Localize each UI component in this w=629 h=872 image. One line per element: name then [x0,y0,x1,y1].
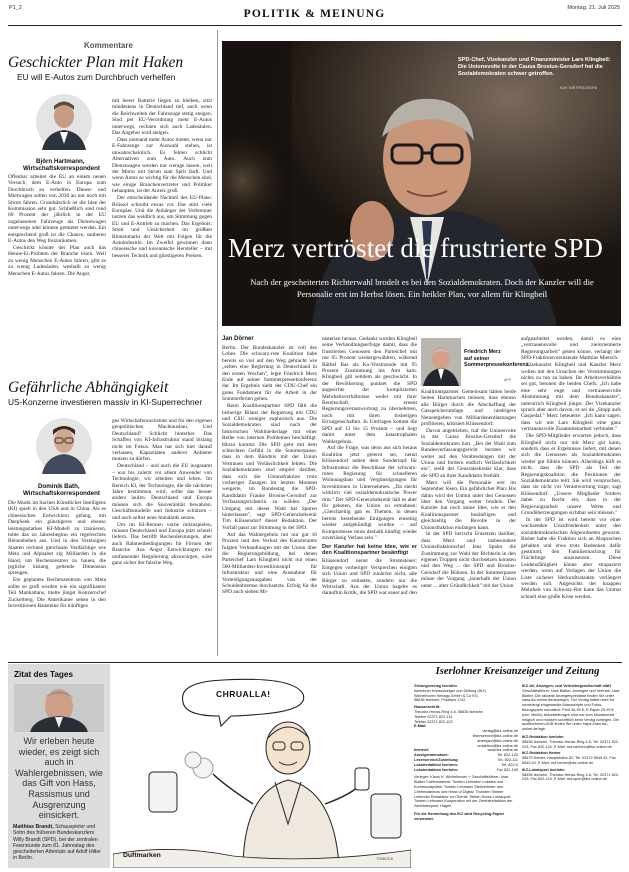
imprint-block-head: IKZ-Lokalsport Iserlohn [522,767,565,772]
article1-col2 [112,98,212,370]
paragraph: Beim Koalitionspartner SPD fällt die bisherige Bilanz der Regierung mit CDU und CSU weniger euphorisch aus. Die Sozialdemokraten sind nach der historischen Wahlniederlage mit einer Reihe von internen Problemen beschäftigt. Hinzu kommt: Die SPD geht mit dem schlechten Gefühl in die Sommerpause, dass in dem Bündnis mit der Union Vertrauen und Verlässlichkeit fehlen. Die Sozialdemokraten sind empört darüber, dass sich die Unionsfraktion trotz vorheriger Zusagen im letzten Moment weigerte, im Bundestag die SPD-Kandidatin Frauke Brosius-Gersdorf zur Verfassungsrichterin zu wählen. „Der Umgang mit dieser Wahl hat Spuren hinterlassen", sagt SPD-Generalsekretär Tim Klüssendorf dieser Redaktion. Der Vorfall passt zur Stimmung in der SPD. [222,403,317,531]
imprint [414,664,621,868]
imprint-email: redaktion@ikz-online.de [477,743,518,748]
imprint-paper-note: Für die Herstellung des IKZ wird Recycling-Papier verwendet. [414,811,505,821]
imprint-line: Hausanschrift: [414,705,441,710]
paragraph: Vizekanzler Klingbeil und Kanzler Merz wollen mit den Ursachen der Verstimmungen nichts zu tun zu haben. Ihr Arbeitsverhältnis sei gut, betonen die beiden Chefs. „Ich habe eine sehr enge und vertrauensvolle Abstimmung mit dem Bundeskanzler", unterstrich Klingbeil jüngst. Der Vizekanzler sprach aber auch davon, er sei da „Stopp aufs Gaspedal." Merz beteuerte: „Ich kann sagen, dass wir mit Lars Klingbeil eine ganz vertrauensvolle Zusammenarbeit verbindet." [521,362,621,433]
imprint-right-head: IKZ-AV, Anzeigen- und Vertriebsgesellschaft mbH [522,684,611,688]
lead-col1 [222,345,317,656]
imprint-email: verlag@ikz-online.de [482,729,518,734]
paragraph: aufgearbeitet werden, damit es eine „vertrauensvolle und zielorientierte Regierungsarbeit" geben könne, verlangt der SPD-Fraktionsvorsitzende Matthias Miersch. [521,336,621,362]
imprint-line: E-Mail: [414,724,427,729]
photo-credit: KAY NIETFELD/DPA [560,85,598,90]
issue-date: Montag, 21. Juli 2025 [567,5,620,11]
quote-box [8,664,110,868]
article2-col2 [112,418,212,656]
brandt-portrait-icon [14,684,104,732]
paragraph: Geschickt könnte der Plan auch das Henne-Ei-Problem der Branche lösen. Weil zu wenig Menschen E-Autos fahren, gibt es zu wenig Ladesäulen, weshalb zu wenig Menschen E-Autos fahren. Die Angst, [8,244,106,277]
author-bath-avatar [30,418,98,478]
column-divider [217,30,218,656]
section-title: POLITIK & MEINUNG [243,8,386,20]
photo-caption: SPD-Chef, Vizekanzler und Finanzminister Lars Klingbeil: Die Unionsvolte in der Causa Brosius-Gersdorf hat die Sozialdemokraten schwer getroffen. [458,57,611,77]
paragraph: Koalitionspartner. Gemeinsam hätten beide Seiten Harnmachen müssen, dass ebenso alle Bürger durch die Abschaffung der Gasspeicherumlage und niedrigere Netzentgelten von Milliardenentlastungen profitieren, kritisiert Klüssendorf. [421,389,516,428]
paragraph: Die Musik im Sachen Künstlicher Intelligenz (KI) spielt in den USA und in China. Als es chinesischen Entwicklern gelang, mit DeepSeek ein günstigeres und ebenso leistungsstarkes KI-Modell zu trainieren, tobte das zu Jahresbeginn ein regelrechtes Börsenbeben aus. Und in den Vereinigten Staaten rechnen gleichsam Verdächtige wie Meta und Alphabet zig Milliarden in die Hand, um Rechenzentren zu bauen, die jegliche bislang geltende Dimension sprengen. [8,500,106,577]
quote-header: Zitat des Tages [14,670,73,679]
merz-caption-text: auf seiner Sommerpressekonferenz. [464,355,530,368]
paragraph: Der entscheidende Nachteil des EU-Plans: Brüssel schreibt etwas vor. Das stört viele Europäer. Und die Anhänger der Verbrenner nutzen das weidlich aus, um Stimmung gegen EU und E-Antrieb zu machen. Das Ergebnis: Streit und Unsicherheit im größten Binnenmarkt der Welt mit Folgen für die Autoindustrie. Im Zweifel gewinnen dann chinesische und koreanische Hersteller – mit besserer Technik und günstigeren Preisen. [112,195,212,259]
imprint-left-head: Zeitungsverlag Iserlohn [414,684,457,688]
imprint-left [414,684,518,822]
merz-credit: AFP [504,378,511,382]
imprint-phone-value: Tel. 822-111 [497,757,518,762]
merz-caption-name: Friedrich Merz [464,349,501,355]
lead-col4 [521,336,621,656]
quote-attribution [13,824,105,862]
article1-title: Geschickter Plan mit Haken [8,54,184,71]
paragraph: Merz will die Personalie erst im September lösen. Ein gefährlicher Plan: Bis dahin wird der Unmut unter den Genossen über den Vorgang weiter brodeln. Der Kanzler hat noch keine Idee, wie er den Koalitionspartner besänftigen und gleichzeitig die Revolte in der Unionsfraktion einfangen kann. [421,479,516,531]
imprint-right-text: Geschäftsführer: Uwe Blatter. Anzeigen und Vertrieb: Uwe Blatter. Die aktuelle Anzeigenpreisliste finden Sie unter www.ikz-online.de/anzeigen. Der Verlag haftet nicht für unverlangt eingesandte Manuskripte und Fotos. Bezugspreis monatlich: Print 36,99 €, E-Paper 29,99 € (inkl. MwSt). Abbestellungen sind nur zum Monatsende möglich und müssen schriftlich beim Verlag vorliegen. Die ausführlichen AGB finden Sie unter: https://abo.ikz-online.de/agb [522,688,620,732]
imprint-phone-label: Leserservice/Zustellung: [414,757,459,762]
paragraph: Klüssendorf nennt die Stromsteuer: Entgegen vorheriger Versprechen einigten sich Union und SPD zunächst nicht, alle Bürger zu entlasten, sondern nur die Wirtschaft. Aus der Union hagelte es daraufhin Kritik, die SPD war sauer auf den [322,558,417,597]
paragraph: Auf die Frage, was denn aus sich heraus Koalition jetzt gelernt sei, nennt Klüssendorf neben dem Sondertopf für Infrastruktur die Beschlüsse der schwarz-roten Regierung für schnelleren Wohnungsbau und Vergünstigungen für Investitionen in Unternehmen. „Da steckt wirklich viel sozialdemokratische Power drin." Der SPD-Generalsekretär hält es aber für geboten, die Union zu ermahnen: „Gleichzeitig gab es Themen, in denen bereits bestehende Einigungen einseitig wieder aufgekündigt wurden – auf Kompromisse muss deshalb künftig wieder zuverlässig Verlass sein." [322,445,417,542]
imprint-line: Wichelhoven Verlags-GmbH & Co KG, [414,693,479,698]
imprint-phone-label: Anzeigenannahme: [414,753,449,758]
imprint-line: Iserlohner Kreisanzeiger und Zeitung (IKZ) [414,688,486,693]
paragraph: Dass niemand mehr Autos mietet, wenn nur E-Fahrzeuge zur Auswahl stehen, ist unwahrscheinlich. Es fehlen schlicht Alternativen zum Auto. Auch zum Dienstwagen werden nur wenige lassen, weil der Motor mit Strom statt Sprit läuft. Und wenn Autos so wichtig für die Menschen sind, wie einige Branchenvertreter und Politiker behaupten, ist der Anreiz groß. [112,136,212,195]
paragraph: Deutschland – und auch die EU insgesamt – war bis zuletzt vor allem Anwender von Technologie, wir arbeiten und leben. Im Bereich KI, der Technologie, die die nächsten Jahre bestimmen wird, sollte das besser anders laufen. Deutschland und Europa müssen sich die Souveränität bewahren. Geschäftsmodelle und Industrie schützen – und auch selbst neue Standards setzen. [112,463,212,521]
imprint-staff: Verleger: Klaus H. Wichelhoven † Geschäftsführer: Uwe Blatter Chefredakteur: Torsten Lehmann Lokales und Kommunalpolitik: Torsten Lehmann Stellvertreter des Chefredakteurs und Head of Digital: Thorsten Stieber Leitender Redakteur von Dienst: Stefan Drees Lokalsport: Torsten Lehmann Kooperation mit der Zentralredaktion der Westfalenpost, Hagen [414,775,513,809]
article2-subtitle: US-Konzerne investieren massiv in KI-Superrechner [8,397,203,407]
lead-col3 [421,389,516,656]
quote-attribution-text: Schauspieler und Sohn des früheren Bundeskanzlers Willy Brandt (SPD), bei der zentralen Feierstunde zum 81. Jahrestag des gescheiterten Attentats auf Adolf Hitler in Berlin. [13,824,101,862]
paragraph: Die SPD-Mitglieder erwarten jedoch, dass Klingbeil nicht nur mit Merz gut kann, sondern dass er Ergebnisse liefert, mit denen sich die Genossen als Sozialdemokraten wieder gut fühlen können. Allerdings hilft es nicht, dass die SPD als Teil der Regierungskoalition die Positionen der Sozialdemokratie teilt. Sie wird versprochen, dass sie nicht vor Verantwortung trage, sagt Klüssendorf. „Unsere Mitglieder fordern dabei zu Recht ein, dass in der Regierungsarbeit unsere Werte und Grundüberzeugungen sichtbar sein müssen." [521,433,621,516]
commentary-kicker: Kommentare [84,41,133,50]
commentary-section [8,30,216,658]
author-hartmann-role: Wirtschaftskorrespondent [23,165,100,172]
paragraph: Davon angetrieben, traf die Unionsvolte in der Causa Brosius-Gersdorf die Sozialdemokraten hart. „Bei der Wahl zum Bundesverfassungsgericht beraten wir weiter auf den Verabredungen mit der Union und fordern endlich Verlässlichkeit ein", stellt der Generalsekretär klar, dass die SPD an ihrer Kandidatin festhält. [421,427,516,479]
quote-attribution-name: Matthias Brandt, [13,824,54,830]
article2-col1 [8,500,106,656]
page-number: P1_2 [9,5,22,11]
merz-caption [464,349,530,369]
imprint-phone-value: Fax 822-169 [496,767,518,772]
paragraph: Offenbar arbeitet die EU an einem neuen Versuch, dem E-Auto in Europa zum Durchbruch zu verhelfen. Dienst- und Mietwagen sollen von 2030 an nur noch mit Strom fahren. Grundsätzlich ist die Idee der Kommission sehr gut. Schließlich sind rund 60 Prozent der jährlich in der EU zugelassenen Fahrzeuge als Dienstwagen unterwegs oder können gemietet werden. Ein entsprechend groß ist die Chance, sauberen E-Autos den Weg freizuräumen. [8,174,106,245]
imprint-block-text: 58675 Hemer, Hauptstraße 82, Tel. 02372 5549 42, Fax 5549 43, E-Mail: red.hemer@ikz-online.de [522,756,616,765]
paragraph: Berlin. Der Bundeskanzler ist voll des Lobes. Die schwarz-rote Koalition habe bereits so viel auf den Weg gebracht wie „selten eine Regierung in Deutschland in den ersten Wochen", legte Friedrich Merz Ende auf seiner Sommerpressekonferenz dar. Im Ergebnis sieht der CDU-Chef ein gutes Fundament für die Arbeit in der Sommerferien gehen. [222,345,317,403]
imprint-line: Telefon 02371 822-111, [414,714,454,719]
author-hartmann-name: Björn Hartmann, [36,158,85,165]
imprint-line: Theodor-Heuss-Ring 4-6, 58636 Iserlohn [414,709,484,714]
imprint-phone-label: Lokalredaktion Iserlohn: [414,767,459,772]
cartoon [113,664,411,868]
imprint-internet-label: Internet: [414,748,430,753]
cartoon-speech: CHRUALLA! [216,689,271,699]
article2-title: Gefährliche Abhängigkeit [8,379,169,396]
paragraph: ges Wirtschaftswachstum und für den eigenen geopolitischen Machtausbau. Und Deutschland? Schlicht hinterher. Das Schaffen von KI-Infrastruktur stand bislang nicht im Fokus. Man hat sich hier darauf verlassen, Kapazitäten anderer Anbieter mutzen zu dürfen. [112,418,212,463]
quote-text: Wir erleben heute wieder, es zeigt sich auch in Wahlergebnissen, wie das Gift von Hass, Rassismus und Ausgrenzung einsickert. [15,736,103,821]
lead-col2 [322,336,417,656]
imprint-block-head: IKZ-Redaktion Hemer [522,751,561,756]
article1-col1 [8,174,106,370]
author-bath-role: Wirtschaftskorrespondent [23,490,100,497]
paragraph: mit leerer Batterie liegen zu bleiben, sitzt mindestens in Deutschland tief, auch wenn die Reichweiten der Fahrzeuge stetig steigen. Sind per EU-Verordnung mehr E-Autos unterwegs, rechnen sich auch Ladesäulen. Das Angebot wird steigen. [112,98,212,137]
masthead-rule [8,25,622,26]
imprint-phone-label: Lokalredaktion Iserlohn: [414,762,459,767]
author-bath-portrait-icon [30,418,98,478]
imprint-phone-value: Tel. 822-0 [501,762,518,767]
imprint-block-head: IKZ-Redaktion Iserlohn [522,734,564,739]
merz-photo [421,338,461,386]
paragraph: nisterien heraus. Gedankt wurden Klingbeil seine Verhandlungserfolge damit, dass die frustrierten Genossen den Parteichef mit nur 65 Prozent wiedergewählten, während Bärbel Bas als Ko-Vorsitzende mit 95 Prozent Zustimmung ins Amt kam. Klingbeil gilt seitdem als geschwächt. In der Bevölkerung punktet die SPD angesichts der komplizierten Mehrheitsverhältnisse weder mit ihrer Bereitschaft, erneut Regierungsverantwortung zu übernehmen, noch mit ihren bisherigen Errungenschaften. In Umfragen kommt die SPD auf 13 bis 15 Prozent – und liegt damit unter dem katastrophalen Wahlergebnis. [322,336,417,445]
lead-deck: Nach der gescheiterten Richterwahl brodelt es bei den Sozialdemokraten. Doch der Kanzler will die Personalie erst im Herbst lösen. Ein heikler Plan, vor allem für Klingbeil [250,277,594,299]
imprint-line: 58636 Iserlohn, Postfach 1742 [414,698,466,703]
imprint-line: Telefax 02371 822-102 [414,719,453,724]
lead-byline: Jan Dörner [222,336,254,342]
imprint-block-text: 58636 Iserlohn, Theodor-Heuss-Ring 4-6, Tel. 02371 822-243, Fax 822-124, E-Mail: red.sport@ikz-online.de [522,772,620,782]
imprint-internet-value[interactable]: www.ikz-online.de [487,748,518,753]
imprint-right [522,684,621,782]
lead-subhead: Der Kanzler hat keine Idee, wie er den Koalitionspartner besänftigt [322,543,417,556]
bottom-section-rule [8,662,622,663]
lead-headline: Merz vertröstet die frustrierte SPD [228,233,603,263]
cartoon-credit: TOMICEK [376,857,394,861]
imprint-phone-row [414,768,518,773]
lead-photo [222,41,621,326]
paragraph: Auf das Wahlergebnis mit nur gut 16 Prozent und den Verlust des Kanzleramts folgten Verhandlungen mit der Union über die Regierungsbildung, bei denen Parteichef Lars Klingbeil nicht nur einen 500-Milliarden-Investitionstopf für Infrastruktur und eine Ausnahme für Verteidigungsausgaben von der Schuldenbremse durchsetzte. Erfolg für die SPD auch sieben Mi- [222,531,317,596]
imprint-block-text: 58636 Iserlohn, Theodor-Heuss-Ring 4-6, Tel. 02371 822-223, Fax 822-124, E-Mail: red.iserlohn@ikz-online.de [522,739,620,749]
article1-subtitle: EU will E-Autos zum Durchbruch verhelfen [17,72,176,82]
imprint-phone-value: Tel. 822-126 [497,753,518,758]
paragraph: Um im KI-Rennen vorne mitzuspielen, müssen Deutschland und Europa jetzt schnell liefern. Das betrifft Rechenleistungen, aber auch Rahmenbedingungen für Firmen der Branche. Aus Angst Entwicklungen mit umfassender Regulierung abzuwürgen, wäre ganz sicher der falsche Weg. [112,521,212,566]
cartoon-sign: Duftmarken [123,852,161,859]
paragraph: Ein geplantes Rechenzentrum von Meta sollte so groß werden wie ein signifikanter Teil Manhattans, titelte jüngst Konzernchef Zuckerberg. Die Amerikaner sehen in den Investitionen Bausteine für künftiges [8,577,106,609]
imprint-title: Iserlohner Kreisanzeiger und Zeitung [435,666,600,677]
imprint-email: anzeigen@ikz-online.de [477,738,518,743]
paragraph: In der SPD herrscht Entsetzen darüber, dass Merz und insbesondere Unionsfraktionschef Jens Spahn die Zustimmung zur Wahl der Richterin in den eigenen Truppen nicht durchsetzen konnten und den Weg ... der SPD und Brosius-Gersdorf die Bühnen. In der Sommerpause müsse der Vorgang „innerhalb der Union unter ... alter Gründlichkeit" mit der Union [421,531,516,589]
author-bath-name: Dominik Bath, [38,483,80,490]
author-hartmann-portrait-icon [30,94,98,154]
author-hartmann-avatar [30,94,98,154]
merz-portrait-icon [421,338,461,386]
quote-portrait [14,684,104,732]
paragraph: In der SPD ist wird bereits vor einer wachsenden Unzufriedenheit unter den sozialdemokratischen Abgeordneten gewarnt. Bisher habe die Fraktion sich an Absprachen gehalten und etwa trotz Bedenken dafür gestimmt, den Familiennachzug für Flüchtlinge auszusetzen. Diese Leidensfähigkeit könne aber strapaziert werden, wenn auf Verlagen der Union die Liste sicherer Herkunftsstaaten verlängert werden soll. Angesichts der knappen Mehrheit von Schwarz-Rot kann das Unmut schnell eine große Krise werden. [521,516,621,600]
imprint-email: leserservice@ikz-online.de [472,733,518,738]
